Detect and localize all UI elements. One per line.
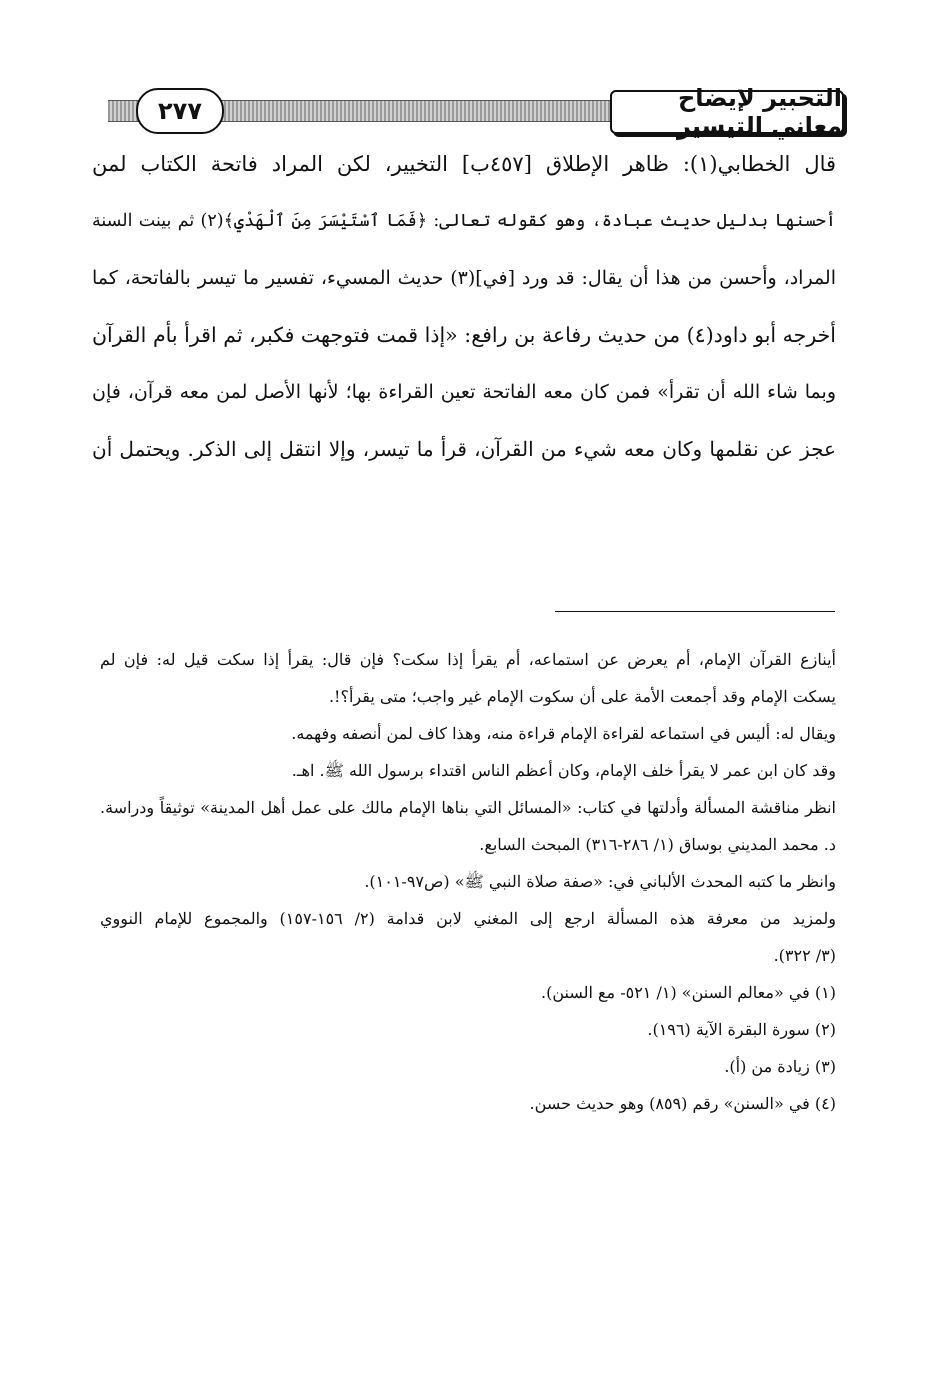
- footnote-line: وانظر ما كتبه المحدث الألباني في: «صفة صلاة النبي ﷺ» (ص٩٧-١٠١).: [364, 872, 836, 891]
- body-line: أخرجه أبو داود(٤) من حديث رفاعة بن رافع: «إذا قمت فتوجهت فكبر، ثم اقرأ بأم القرآن: [92, 323, 837, 347]
- body-line: المراد، وأحسن من هذا أن يقال: قد ورد [في](٣) حديث المسيء، تفسير ما تيسر بالفاتحة، كما: [92, 267, 837, 289]
- footnotes: [100, 641, 836, 1122]
- footnote-line: انظر مناقشة المسألة وأدلتها في كتاب: «المسائل التي بناها الإمام مالك على عمل أهل المدينة» توثيقاً ودراسة.: [100, 798, 836, 817]
- body-line: أحسنها بدليل حديث عبادة، وهو كقوله تعالى: ﴿فَمَا ٱسْتَيْسَرَ مِنَ ٱلْهَدْيِ﴾(٢) ثم بينت السنة: [92, 211, 837, 231]
- footnote-line: ولمزيد من معرفة هذه المسألة ارجع إلى المغني لابن قدامة (٢/ ١٥٦-١٥٧) والمجموع للإمام النووي: [100, 909, 836, 928]
- footnote-ref-3: (٣) زيادة من (أ).: [724, 1057, 836, 1076]
- book-title: التحبير لإيضاح معاني التيسير: [610, 90, 844, 134]
- page-number: ٢٧٧: [136, 88, 224, 134]
- body-line: قال الخطابي(١): ظاهر الإطلاق [٤٥٧ب] التخيير، لكن المراد فاتحة الكتاب لمن: [92, 152, 837, 176]
- running-header: [108, 86, 844, 138]
- body-line: عجز عن نقلمها وكان معه شيء من القرآن، قرأ ما تيسر، وإلا انتقل إلى الذكر. ويحتمل أن: [92, 437, 836, 461]
- main-text: [92, 136, 836, 478]
- footnote-separator: [555, 611, 835, 612]
- footnote-ref-2: (٢) سورة البقرة الآية (١٩٦).: [647, 1020, 836, 1039]
- footnote-line: أينازع القرآن الإمام، أم يعرض عن استماعه، أم يقرأ إذا سكت؟ فإن قال: يقرأ إذا سكت قيل له: فإن لم: [100, 650, 836, 669]
- footnote-ref-4: (٤) في «السنن» رقم (٨٥٩) وهو حديث حسن.: [529, 1094, 836, 1113]
- footnote-line: ويقال له: أليس في استماعه لقراءة الإمام قراءة منه، وهذا كاف لمن أنصفه وفهمه.: [291, 724, 836, 743]
- footnote-line: يسكت الإمام وقد أجمعت الأمة على أن سكوت الإمام غير واجب؛ متى يقرأ؟!.: [328, 687, 836, 706]
- footnote-line: وقد كان ابن عمر لا يقرأ خلف الإمام، وكان أعظم الناس اقتداء برسول الله ﷺ. اهـ.: [291, 761, 836, 780]
- footnote-line: (٣/ ٣٢٢).: [773, 946, 836, 965]
- footnote-ref-1: (١) في «معالم السنن» (١/ ٥٢١- مع السنن).: [541, 983, 836, 1002]
- body-line: وبما شاء الله أن تقرأ» فمن كان معه الفاتحة تعين القراءة بها؛ لأنها الأصل لمن معه قرآن، فإن: [92, 381, 836, 403]
- footnote-line: د. محمد المديني بوساق (١/ ٢٨٦-٣١٦) المبحث السابع.: [479, 835, 836, 854]
